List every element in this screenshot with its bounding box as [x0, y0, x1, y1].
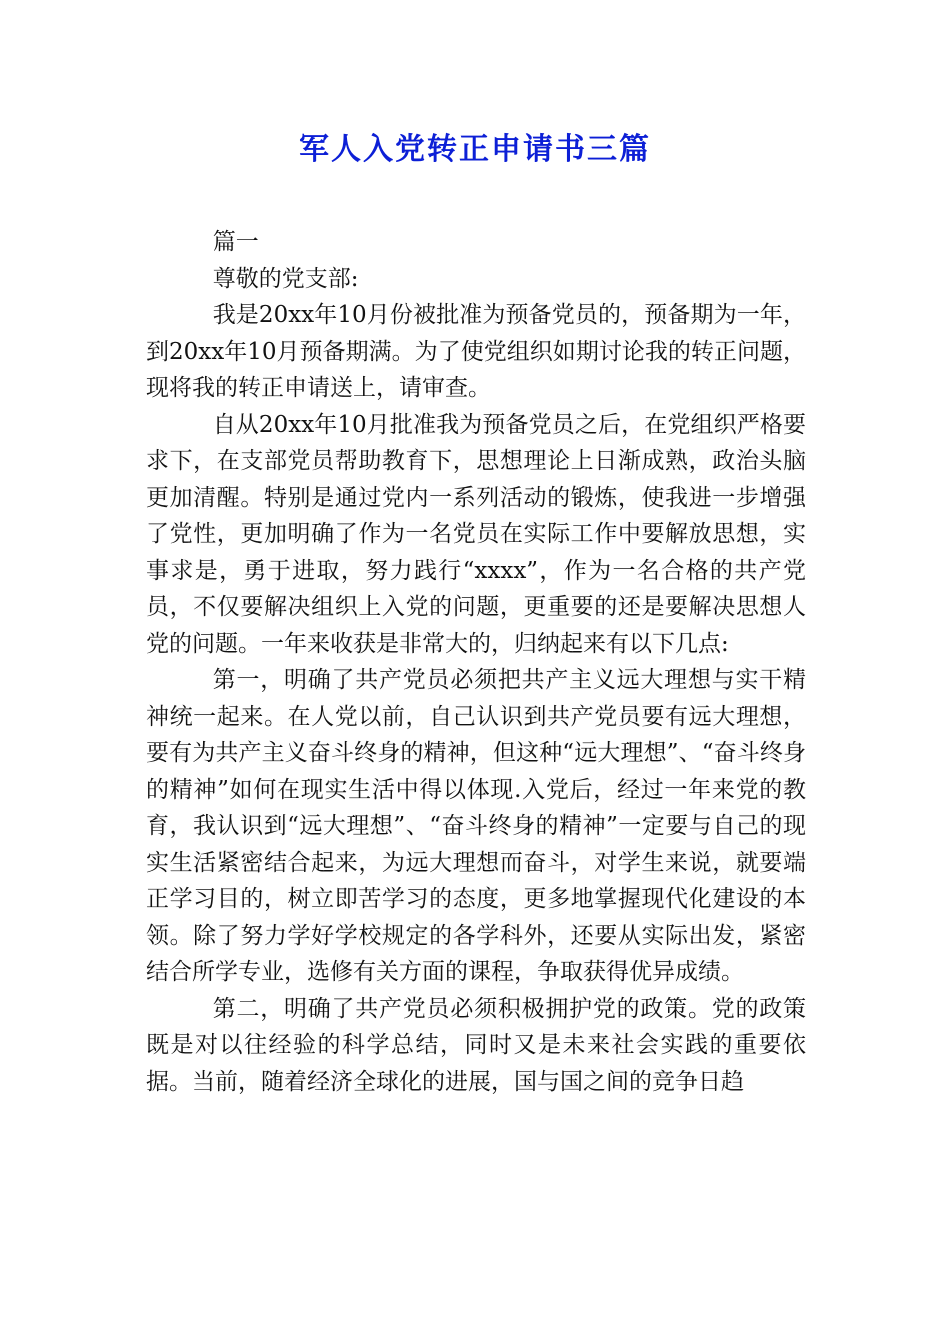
document-body [146, 224, 806, 1100]
paragraph: 我是20xx年10月份被批准为预备党员的，预备期为一年，到20xx年10月预备期满。为了使党组织如期讨论我的转正问题，现将我的转正申请送上，请审查。 [146, 302, 806, 401]
section-label: 篇一 [212, 229, 259, 255]
paragraph: 第一，明确了共产党员必须把共产主义远大理想与实干精神统一起来。在人党以前，自己认识到共产党员要有远大理想，要有为共产主义奋斗终身的精神，但这种“远大理想”、“奋斗终身的精神”如何在现实生活中得以体现.入党后，经过一年来党的教育，我认识到“远大理想”、“奋斗终身的精神”一定要与自己的现实生活紧密结合起来，为远大理想而奋斗，对学生来说，就要端正学习目的，树立即苦学习的态度，更多地掌握现代化建设的本领。除了努力学好学校规定的各学科外，还要从实际出发，紧密结合所学专业，选修有关方面的课程，争取获得优异成绩。 [146, 667, 806, 985]
document-title: 军人入党转正申请书三篇 [299, 132, 651, 167]
salutation: 尊敬的党支部: [212, 265, 359, 292]
paragraph: 自从20xx年10月批准我为预备党员之后，在党组织严格要求下，在支部党员帮助教育下，思想理论上日渐成熟，政治头脑更加清醒。特别是通过党内一系列活动的锻炼，使我进一步增强了党性，更加明确了作为一名党员在实际工作中要解放思想，实事求是，勇于进取，努力践行“xxxx”，作为一名合格的共产党员，不仅要解决组织上入党的问题，更重要的还是要解决思想人党的问题。一年来收获是非常大的，归纳起来有以下几点: [146, 411, 806, 657]
paragraph: 第二，明确了共产党员必须积极拥护党的政策。党的政策既是对以往经验的科学总结，同时又是未来社会实践的重要依据。当前，随着经济全球化的进展，国与国之间的竞争日趋 [146, 995, 806, 1095]
